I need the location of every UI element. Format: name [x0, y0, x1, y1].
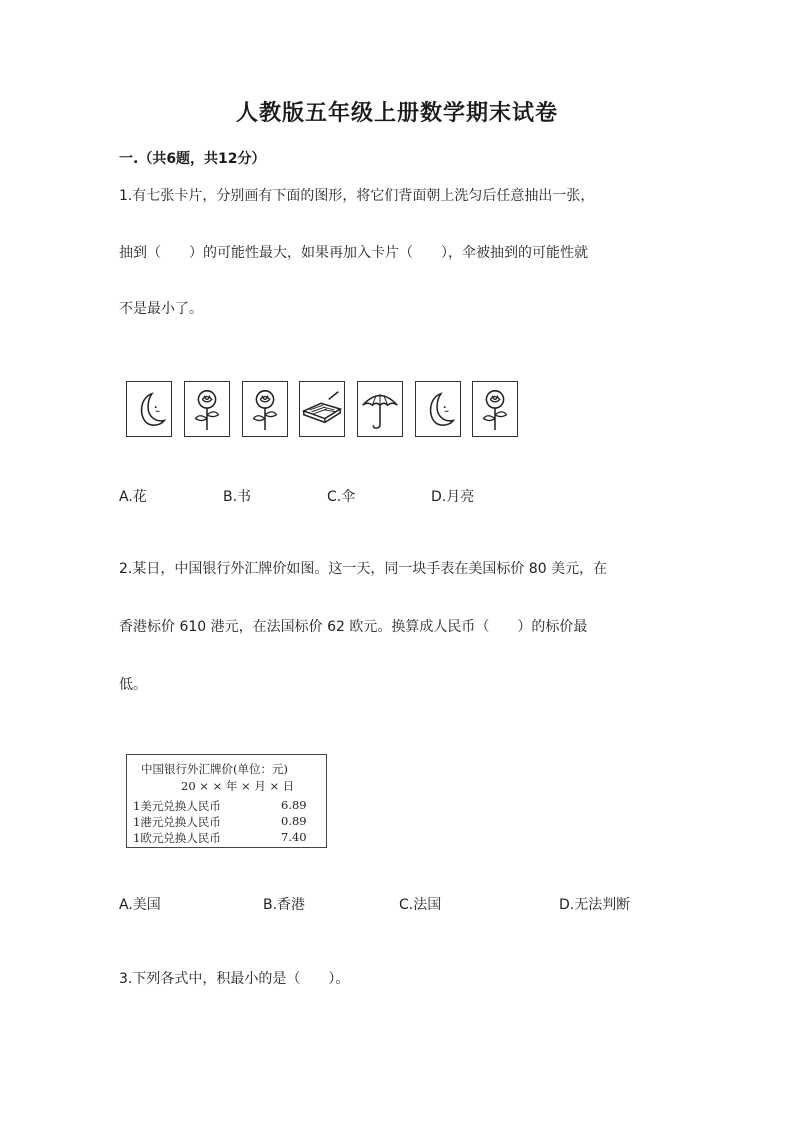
moon-icon — [127, 382, 171, 436]
question-2-line-1: 2.某日，中国银行外汇牌价如图。这一天，同一块手表在美国标价 80 美元，在 — [119, 561, 608, 577]
q1-option-a: A.花 — [119, 489, 147, 505]
question-1-line-3: 不是最小了。 — [119, 301, 203, 317]
card-flower — [242, 381, 288, 437]
rate-label: 1港元兑换人民币 — [133, 815, 221, 829]
exchange-rate-table — [126, 754, 327, 848]
rate-value: 7.40 — [281, 830, 307, 844]
rate-label: 1美元兑换人民币 — [133, 799, 221, 813]
flower-icon — [185, 382, 229, 436]
question-1-line-2: 抽到（ ）的可能性最大，如果再加入卡片（ ），伞被抽到的可能性就 — [119, 245, 588, 261]
flower-icon — [243, 382, 287, 436]
card-umbrella — [357, 381, 403, 437]
card-flower — [472, 381, 518, 437]
q1-option-d: D.月亮 — [431, 489, 475, 505]
page-title: 人教版五年级上册数学期末试卷 — [235, 100, 558, 126]
card-flower — [184, 381, 230, 437]
card-moon — [415, 381, 461, 437]
flower-icon — [473, 382, 517, 436]
exchange-rate-date: 20 × × 年 × 月 × 日 — [181, 779, 295, 793]
moon-icon — [416, 382, 460, 436]
question-2-line-3: 低。 — [119, 677, 147, 693]
q1-option-c: C.伞 — [327, 489, 356, 505]
rate-value: 6.89 — [281, 798, 307, 812]
rate-label: 1欧元兑换人民币 — [133, 831, 221, 845]
card-book — [299, 381, 345, 437]
q2-option-a: A.美国 — [119, 897, 161, 913]
rate-value: 0.89 — [281, 814, 307, 828]
q2-option-b: B.香港 — [263, 897, 306, 913]
section-heading: 一.（共6题，共12分） — [119, 151, 266, 167]
exchange-rate-title: 中国银行外汇牌价(单位：元) — [141, 762, 288, 776]
question-2-line-2: 香港标价 610 港元，在法国标价 62 欧元。换算成人民币（ ）的标价最 — [119, 619, 588, 635]
question-1-line-1: 1.有七张卡片，分别画有下面的图形，将它们背面朝上洗匀后任意抽出一张， — [119, 188, 595, 204]
question-3-line-1: 3.下列各式中，积最小的是（ ）。 — [119, 971, 350, 987]
card-moon — [126, 381, 172, 437]
q1-option-b: B.书 — [223, 489, 252, 505]
q2-option-d: D.无法判断 — [559, 897, 631, 913]
q2-option-c: C.法国 — [399, 897, 442, 913]
book-icon — [300, 382, 344, 436]
umbrella-icon — [358, 382, 402, 436]
